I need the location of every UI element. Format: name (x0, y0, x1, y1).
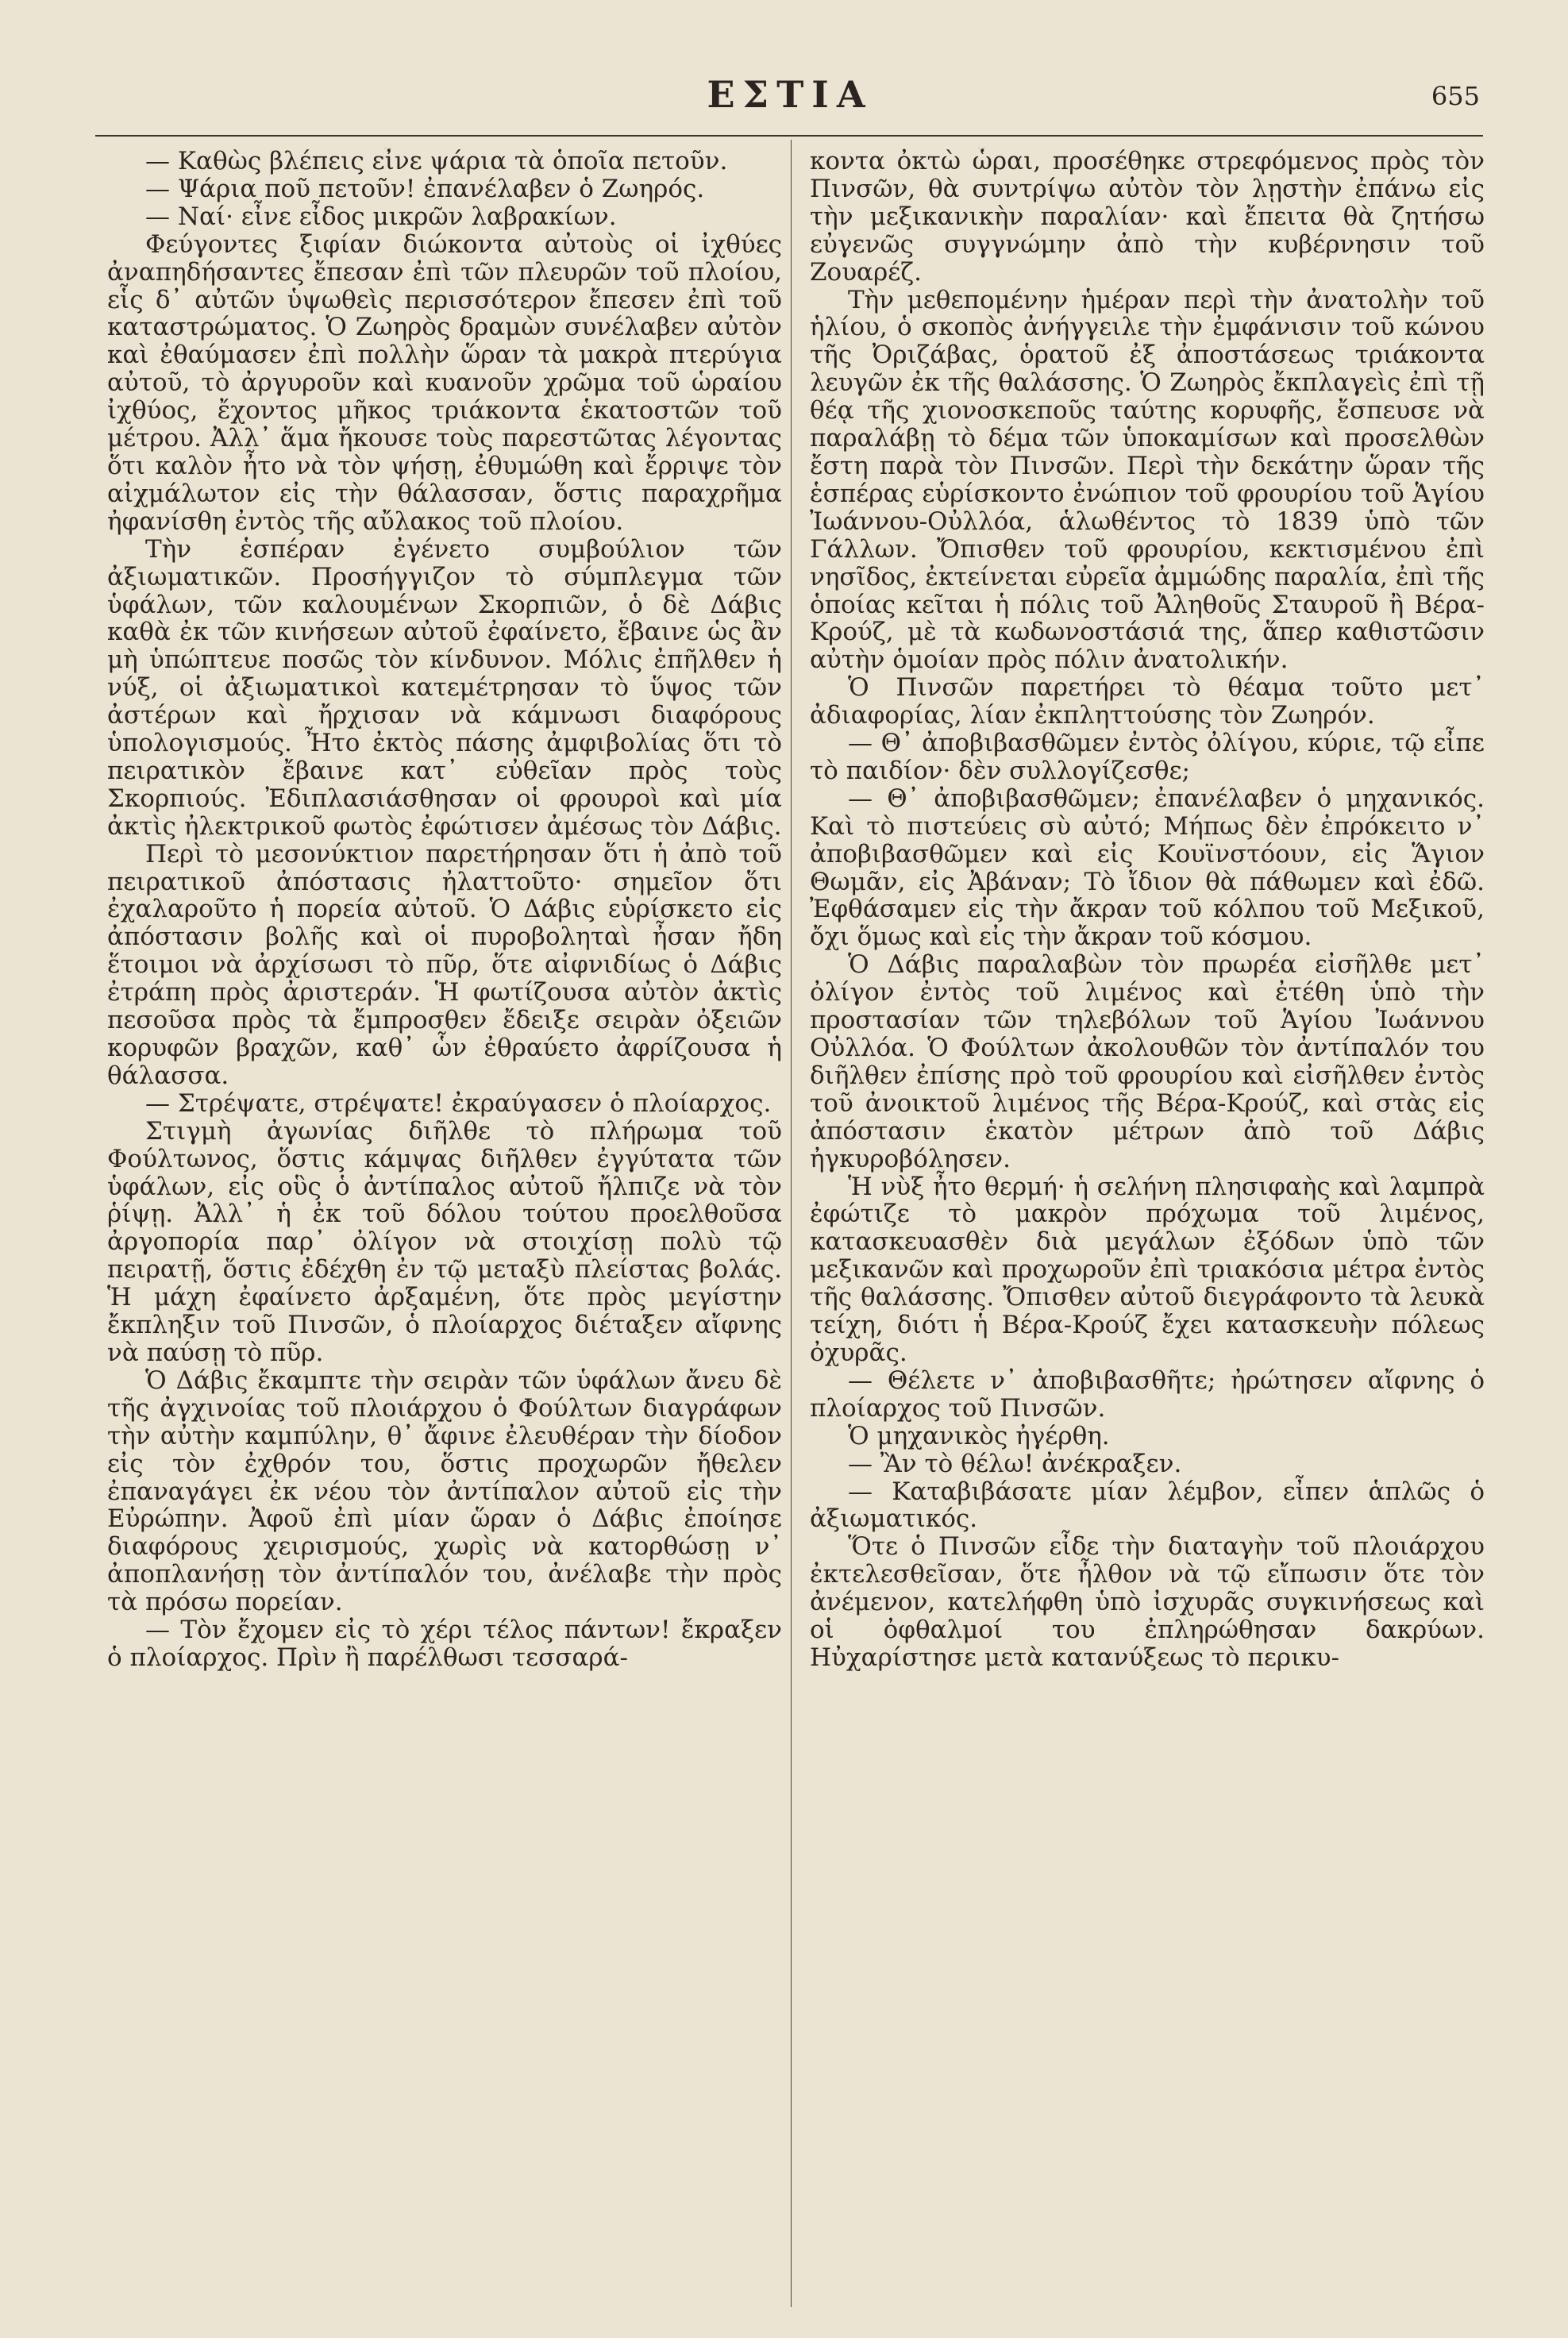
paragraph: Ὅτε ὁ Πινσῶν εἶδε τὴν διαταγὴν τοῦ πλοιάρχου ἐκτελεσθεῖσαν, ὅτε ἦλθον νὰ τῷ εἴπωσιν ὅτε τὸν ἀνέμενον, κατελήφθη ὑπὸ ἰσχυρᾶς συγκινήσεως καὶ οἱ ὀφθαλμοί του ἐπληρώθησαν δακρύων. Ηὐχαρίστησε μετὰ κατανύξεως τὸ περικυ- (810, 1532, 1485, 1672)
paragraph: — Θέλετε ν᾿ ἀποβιβασθῆτε; ἠρώτησεν αἴφνης ὁ πλοίαρχος τοῦ Πινσῶν. (810, 1365, 1485, 1423)
paragraph: — Θ᾿ ἀποβιβασθῶμεν ἐντὸς ὀλίγου, κύριε, τῷ εἶπε τὸ παιδίον· δὲν συλλογίζεσθε; (810, 729, 1485, 785)
paragraph: Ὁ Δάβις παραλαβὼν τὸν πρωρέα εἰσῆλθε μετ᾿ ὀλίγον ἐντὸς τοῦ λιμένος καὶ ἐτέθη ὑπὸ τὴν προστασίαν τῶν τηλεβόλων τοῦ Ἁγίου Ἰωάννου Οὐλλόα. Ὁ Φούλτων ἀκολουθῶν τὸν ἀντίπαλόν του διῆλθεν ἐπίσης πρὸ τοῦ φρουρίου καὶ εἰσῆλθεν ἐντὸς τοῦ ἀνοικτοῦ λιμένος τῆς Βέρα-Κρούζ, καὶ στὰς εἰς ἀπόστασιν ἑκατὸν μέτρων ἀπὸ τοῦ Δάβις ἠγκυροβόλησεν. (810, 950, 1485, 1173)
masthead-title: ΕΣΤΙΑ (707, 73, 873, 116)
header-rule (95, 135, 1483, 137)
column-divider (791, 140, 792, 2307)
paragraph: Στιγμὴ ἀγωνίας διῆλθε τὸ πλήρωμα τοῦ Φούλτωνος, ὅστις κάμψας διῆλθεν ἐγγύτατα τῶν ὑφάλων, εἰς οὓς ὁ ἀντίπαλος αὐτοῦ ἤλπιζε νὰ τὸν ῥίψῃ. Ἀλλ᾿ ἡ ἐκ τοῦ δόλου τούτου προελθοῦσα ἀργοπορία παρ᾿ ὀλίγον νὰ στοιχίσῃ πολὺ τῷ πειρατῇ, ὅστις ἐδέχθη ἐν τῷ μεταξὺ πλείστας βολάς. Ἡ μάχη ἐφαίνετο ἀρξαμένη, ὅτε πρὸς μεγίστην ἔκπληξιν τοῦ Πινσῶν, ὁ πλοίαρχος διέταξεν αἴφνης νὰ παύσῃ τὸ πῦρ. (107, 1116, 782, 1367)
left-column (107, 148, 782, 2291)
paragraph: — Ψάρια ποῦ πετοῦν! ἐπανέλαβεν ὁ Ζωηρός. (145, 174, 705, 203)
paragraph: Ὁ Πινσῶν παρετήρει τὸ θέαμα τοῦτο μετ᾿ ἀδιαφορίας, λίαν ἐκπληττούσης τὸν Ζωηρόν. (810, 673, 1485, 730)
paragraph: — Ναί· εἶνε εἶδος μικρῶν λαβρακίων. (145, 202, 617, 231)
paragraph: Φεύγοντες ξιφίαν διώκοντα αὐτοὺς οἱ ἰχθύες ἀναπηδήσαντες ἔπεσαν ἐπὶ τῶν πλευρῶν τοῦ πλοίου, εἷς δ᾿ αὐτῶν ὑψωθεὶς περισσότερον ἔπεσεν ἐπὶ τοῦ καταστρώματος. Ὁ Ζωηρὸς δραμὼν συνέλαβεν αὐτὸν καὶ ἐθαύμασεν ἐπὶ πολλὴν ὥραν τὰ μακρὰ πτερύγια αὐτοῦ, τὸ ἀργυροῦν καὶ κυανοῦν χρῶμα τοῦ ὡραίου ἰχθύος, ἔχοντος μῆκος τριάκοντα ἑκατοστῶν τοῦ μέτρου. Ἀλλ᾿ ἅμα ἤκουσε τοὺς παρεστῶτας λέγοντας ὅτι καλὸν ἦτο νὰ τὸν ψήσῃ, ἐθυμώθη καὶ ἔρριψε τὸν αἰχμάλωτον εἰς τὴν θάλασσαν, ὅστις παραχρῆμα ἠφανίσθη ἐντὸς τῆς αὔλακος τοῦ πλοίου. (107, 229, 782, 536)
right-column (810, 148, 1485, 2291)
paragraph: Τὴν ἑσπέραν ἐγένετο συμβούλιον τῶν ἀξιωματικῶν. Προσήγγιζον τὸ σύμπλεγμα τῶν ὑφάλων, τῶν καλουμένων Σκορπιῶν, ὁ δὲ Δάβις καθὰ ἐκ τῶν κινήσεων αὐτοῦ ἐφαίνετο, ἔβαινε ὡς ἂν μὴ ὑπώπτευε ποσῶς τὸν κίνδυνον. Μόλις ἐπῆλθεν ἡ νύξ, οἱ ἀξιωματικοὶ κατεμέτρησαν τὸ ὕψος τῶν ἀστέρων καὶ ἤρχισαν νὰ κάμνωσι διαφόρους ὑπολογισμούς. Ἦτο ἐκτὸς πάσης ἀμφιβολίας ὅτι τὸ πειρατικὸν ἔβαινε κατ᾿ εὐθεῖαν πρὸς τοὺς Σκορπιούς. Ἐδιπλασιάσθησαν οἱ φρουροὶ καὶ μία ἀκτὶς ἠλεκτρικοῦ φωτὸς ἐφώτισεν ἀμέσως τὸν Δάβις. (107, 534, 782, 841)
paragraph: Ὁ Δάβις ἔκαμπτε τὴν σειρὰν τῶν ὑφάλων ἄνευ δὲ τῆς ἀγχινοίας τοῦ πλοιάρχου ὁ Φούλτων διαγράφων τὴν αὐτὴν καμπύλην, θ᾿ ἄφινε ἐλευθέραν τὴν δίοδον εἰς τὸν ἐχθρόν του, ὅστις προχωρῶν ἤθελεν ἐπαναγάγει ἐκ νέου τὸν ἀντίπαλον αὐτοῦ εἰς τὴν Εὐρώπην. Ἀφοῦ ἐπὶ μίαν ὥραν ὁ Δάβις ἐποίησε διαφόρους χειρισμούς, χωρὶς νὰ κατορθώσῃ ν᾿ ἀποπλανήσῃ τὸν ἀντίπαλόν του, ἀνέλαβε τὴν πρὸς τὰ πρόσω πορείαν. (107, 1365, 782, 1617)
paragraph: — Τὸν ἔχομεν εἰς τὸ χέρι τέλος πάντων! ἔκραξεν ὁ πλοίαρχος. Πρὶν ἢ παρέλθωσι τεσσαρά- (107, 1616, 782, 1672)
paragraph: — Θ᾿ ἀποβιβασθῶμεν; ἐπανέλαβεν ὁ μηχανικός. Καὶ τὸ πιστεύεις σὺ αὐτό; Μήπως δὲν ἐπρόκειτο ν᾿ ἀποβιβασθῶμεν καὶ εἰς Κουϊνστόουν, εἰς Ἅγιον Θωμᾶν, εἰς Ἀβάναν; Τὸ ἴδιον θὰ πάθωμεν καὶ ἐδῶ. Ἐφθάσαμεν εἰς τὴν ἄκραν τοῦ κόλπου τοῦ Μεξικοῦ, ὄχι ὅμως καὶ εἰς τὴν ἄκραν τοῦ κόσμου. (810, 784, 1485, 952)
paragraph: κοντα ὀκτὼ ὧραι, προσέθηκε στρεφόμενος πρὸς τὸν Πινσῶν, θὰ συντρίψω αὐτὸν τὸν λῃστὴν ἐπάνω εἰς τὴν μεξικανικὴν παραλίαν· καὶ ἔπειτα θὰ ζητήσω εὐγενῶς συγγνώμην ἀπὸ τὴν κυβέρνησιν τοῦ Ζουαρέζ. (810, 148, 1485, 287)
paragraph: — Καταβιβάσατε μίαν λέμβον, εἶπεν ἁπλῶς ὁ ἀξιωματικός. (810, 1477, 1485, 1534)
paragraph: Ἡ νὺξ ἦτο θερμή· ἡ σελήνη πλησιφαὴς καὶ λαμπρὰ ἐφώτιζε τὸ μακρὸν πρόχωμα τοῦ λιμένος, κατασκευασθὲν διὰ μεγάλων ἐξόδων ὑπὸ τῶν μεξικανῶν καὶ προχωροῦν ἐπὶ τριακόσια μέτρα ἐντὸς τῆς θαλάσσης. Ὄπισθεν αὐτοῦ διεγράφοντο τὰ λευκὰ τείχη, διότι ἡ Βέρα-Κρούζ ἔχει κατασκευὴν πόλεως ὀχυρᾶς. (810, 1172, 1485, 1367)
paragraph: Περὶ τὸ μεσονύκτιον παρετήρησαν ὅτι ἡ ἀπὸ τοῦ πειρατικοῦ ἀπόστασις ἠλαττοῦτο· σημεῖον ὅτι ἐχαλαροῦτο ἡ πορεία αὐτοῦ. Ὁ Δάβις εὑρίσκετο εἰς ἀπόστασιν βολῆς καὶ οἱ πυροβοληταὶ ἦσαν ἤδη ἕτοιμοι νὰ ἀρχίσωσι τὸ πῦρ, ὅτε αἰφνιδίως ὁ Δάβις ἐτράπη πρὸς ἀριστεράν. Ἡ φωτίζουσα αὐτὸν ἀκτὶς πεσοῦσα πρὸς τὰ ἔμπροσθεν ἔδειξε σειρὰν ὀξειῶν κορυφῶν βραχῶν, καθ᾿ ὧν ἐθραύετο ἀφρίζουσα ἡ θάλασσα. (107, 839, 782, 1090)
paragraph: Τὴν μεθεπομένην ἡμέραν περὶ τὴν ἀνατολὴν τοῦ ἡλίου, ὁ σκοπὸς ἀνήγγειλε τὴν ἐμφάνισιν τοῦ κώνου τῆς Ὀριζάβας, ὁρατοῦ ἐξ ἀποστάσεως τριάκοντα λευγῶν ἐκ τῆς θαλάσσης. Ὁ Ζωηρὸς ἔκπλαγεὶς ἐπὶ τῇ θέᾳ τῆς χιονοσκεποῦς ταύτης κορυφῆς, ἔσπευσε νὰ παραλάβῃ τὸ δέμα τῶν ὑποκαμίσων καὶ προσελθὼν ἔστη παρὰ τὸν Πινσῶν. Περὶ τὴν δεκάτην ὥραν τῆς ἑσπέρας εὑρίσκοντο ἐνώπιον τοῦ φρουρίου τοῦ Ἁγίου Ἰωάννου-Οὐλλόα, ἁλωθέντος τὸ 1839 ὑπὸ τῶν Γάλλων. Ὄπισθεν τοῦ φρουρίου, κεκτισμένου ἐπὶ νησῖδος, ἐκτείνεται εὐρεῖα ἀμμώδης παραλία, ἐπὶ τῆς ὁποίας κεῖται ἡ πόλις τοῦ Ἀληθοῦς Σταυροῦ ἢ Βέρα-Κρούζ, μὲ τὰ κωδωνοστάσιά της, ἅπερ καθιστῶσιν αὐτὴν ὁμοίαν πρὸς πόλιν ἀνατολικήν. (810, 285, 1485, 675)
paragraph: — Καθὼς βλέπεις εἶνε ψάρια τὰ ὁποῖα πετοῦν. (145, 148, 728, 175)
paragraph: — Στρέψατε, στρέψατε! ἐκραύγασεν ὁ πλοίαρχος. (145, 1088, 772, 1118)
paragraph: Ὁ μηχανικὸς ἠγέρθη. (848, 1421, 1110, 1450)
paragraph: — Ἂν τὸ θέλω! ἀνέκραξεν. (848, 1449, 1182, 1478)
page-header (95, 73, 1485, 129)
page-number: 655 (1431, 81, 1480, 111)
